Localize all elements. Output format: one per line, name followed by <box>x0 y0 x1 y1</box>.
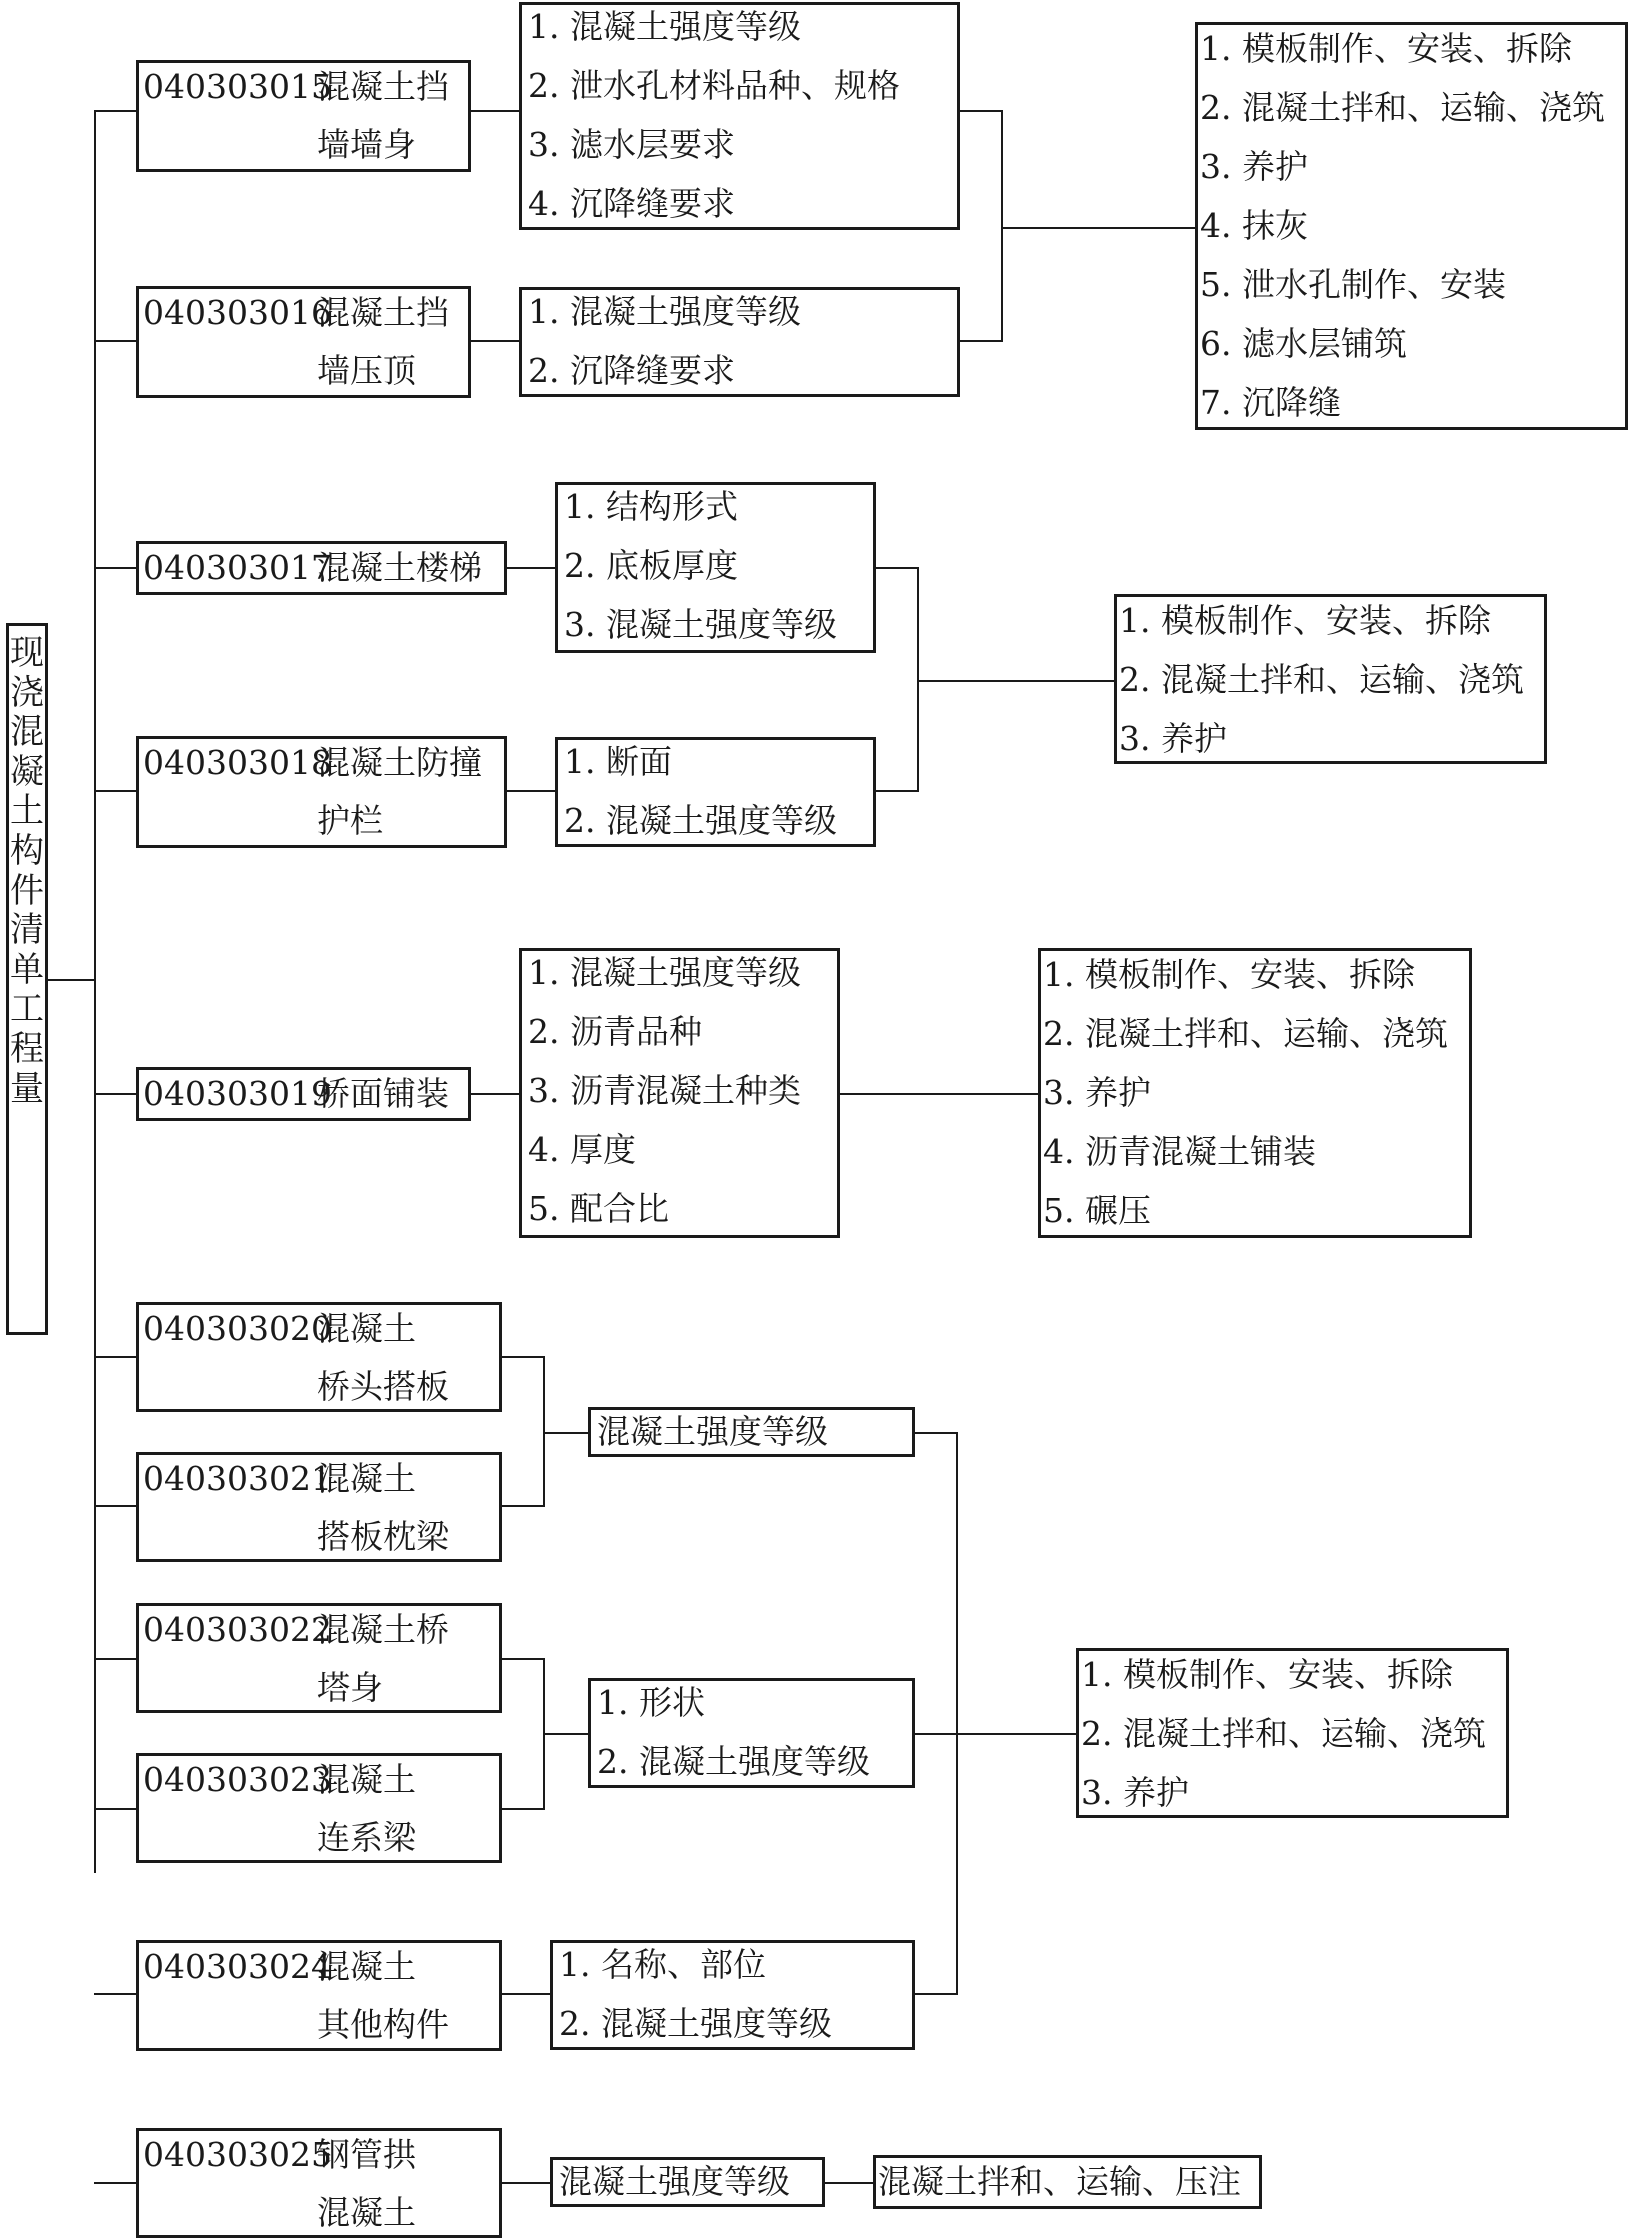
connector <box>507 567 555 569</box>
feature-item: 1. 混凝土强度等级 <box>528 953 801 992</box>
item-code: 040303020 <box>143 1309 332 1348</box>
connector <box>502 1658 544 1660</box>
item-name: 混凝土楼梯 <box>317 548 482 587</box>
feature-item: 1. 混凝土强度等级 <box>528 7 801 46</box>
item-name: 混凝土桥 <box>317 1610 449 1649</box>
item-name: 连系梁 <box>317 1818 416 1857</box>
item-name: 墙压顶 <box>317 351 416 390</box>
work-item: 5. 碾压 <box>1043 1191 1151 1230</box>
connector <box>507 790 555 792</box>
connector <box>471 340 519 342</box>
connector <box>94 1505 136 1507</box>
item-name: 混凝土 <box>317 2193 416 2232</box>
work-item: 2. 混凝土拌和、运输、浇筑 <box>1119 660 1524 699</box>
item-name: 混凝土 <box>317 1459 416 1498</box>
connector <box>543 1432 588 1434</box>
connector <box>915 1432 957 1434</box>
feature-item: 4. 厚度 <box>528 1130 636 1169</box>
feature-item: 2. 底板厚度 <box>564 546 738 585</box>
item-name: 塔身 <box>317 1668 383 1707</box>
connector <box>876 790 918 792</box>
root-title-char: 清 <box>10 910 44 951</box>
connector <box>960 110 1002 112</box>
feature-item: 3. 混凝土强度等级 <box>564 605 837 644</box>
connector <box>840 1093 1038 1095</box>
feature-item: 4. 沉降缝要求 <box>528 184 735 223</box>
feature-item: 2. 混凝土强度等级 <box>559 2004 832 2043</box>
item-box-040303025 <box>136 2128 502 2238</box>
item-name: 钢管拱 <box>317 2135 416 2174</box>
connector <box>956 1733 1076 1735</box>
item-code: 040303016 <box>143 293 332 332</box>
connector <box>94 1356 136 1358</box>
item-name: 搭板枕梁 <box>317 1517 449 1556</box>
feature-item: 3. 沥青混凝土种类 <box>528 1071 801 1110</box>
item-name: 桥头搭板 <box>317 1367 449 1406</box>
work-item: 3. 养护 <box>1043 1073 1151 1112</box>
feature-item: 2. 混凝土强度等级 <box>564 801 837 840</box>
item-name: 墙墙身 <box>317 125 416 164</box>
feature-box-9 <box>550 2157 825 2207</box>
item-name: 其他构件 <box>317 2005 449 2044</box>
connector <box>1001 227 1195 229</box>
connector <box>915 1733 957 1735</box>
item-box-040303016 <box>136 286 471 398</box>
feature-box-5 <box>519 948 840 1238</box>
item-box-040303015 <box>136 60 471 172</box>
root-title-char: 工 <box>10 989 44 1030</box>
feature-item: 1. 结构形式 <box>564 487 738 526</box>
connector <box>94 1808 136 1810</box>
item-name: 混凝土挡 <box>317 293 449 332</box>
work-item: 2. 混凝土拌和、运输、浇筑 <box>1200 88 1605 127</box>
feature-item: 2. 沥青品种 <box>528 1012 702 1051</box>
work-item: 3. 养护 <box>1200 147 1308 186</box>
work-item: 2. 混凝土拌和、运输、浇筑 <box>1043 1014 1448 1053</box>
connector <box>502 1993 550 1995</box>
connector <box>471 110 519 112</box>
item-code: 040303015 <box>143 67 332 106</box>
connector <box>94 110 96 1873</box>
connector <box>471 1093 519 1095</box>
item-code: 040303019 <box>143 1074 332 1113</box>
connector <box>960 340 1002 342</box>
item-name: 护栏 <box>317 801 383 840</box>
item-box-040303019 <box>136 1067 471 1121</box>
root-title-char: 构 <box>10 830 44 871</box>
feature-box-8 <box>550 1940 915 2050</box>
connector <box>94 1658 136 1660</box>
item-name: 混凝土 <box>317 1309 416 1348</box>
feature-item: 1. 混凝土强度等级 <box>528 292 801 331</box>
connector <box>502 2182 550 2184</box>
item-name: 混凝土挡 <box>317 67 449 106</box>
item-box-040303021 <box>136 1452 502 1562</box>
connector <box>502 1505 544 1507</box>
root-title <box>6 623 48 1335</box>
work-box-2 <box>1114 594 1547 764</box>
work-box-1 <box>1195 22 1628 430</box>
work-item: 3. 养护 <box>1119 719 1227 758</box>
item-code: 040303022 <box>143 1610 332 1649</box>
feature-item: 混凝土强度等级 <box>559 2162 790 2201</box>
feature-item: 混凝土强度等级 <box>597 1412 828 1451</box>
root-title-char: 程 <box>10 1028 44 1069</box>
connector <box>94 1093 136 1095</box>
root-title-char: 现 <box>10 633 44 673</box>
item-name: 混凝土防撞 <box>317 743 482 782</box>
feature-box-6 <box>588 1407 915 1457</box>
connector <box>94 2182 136 2184</box>
work-item: 7. 沉降缝 <box>1200 383 1341 422</box>
connector <box>917 680 1114 682</box>
work-item: 4. 抹灰 <box>1200 206 1308 245</box>
item-code: 040303021 <box>143 1459 332 1498</box>
work-item: 3. 养护 <box>1081 1773 1189 1812</box>
feature-box-3 <box>555 482 876 653</box>
work-item: 1. 模板制作、安装、拆除 <box>1043 955 1415 994</box>
work-box-3 <box>1038 948 1472 1238</box>
connector <box>502 1808 544 1810</box>
work-box-4 <box>1076 1648 1509 1818</box>
work-item: 4. 沥青混凝土铺装 <box>1043 1132 1316 1171</box>
work-item: 混凝土拌和、运输、压注 <box>878 2162 1241 2201</box>
feature-box-2 <box>519 287 960 397</box>
feature-item: 2. 泄水孔材料品种、规格 <box>528 66 900 105</box>
root-title-char: 件 <box>10 870 44 911</box>
root-title-char: 浇 <box>10 672 44 713</box>
item-box-040303020 <box>136 1302 502 1412</box>
connector <box>94 1993 136 1995</box>
feature-item: 1. 形状 <box>597 1683 705 1722</box>
root-title-char: 凝 <box>10 751 44 792</box>
work-item: 1. 模板制作、安装、拆除 <box>1119 601 1491 640</box>
work-item: 6. 滤水层铺筑 <box>1200 324 1407 363</box>
item-box-040303022 <box>136 1603 502 1713</box>
connector <box>94 110 136 112</box>
item-code: 040303017 <box>143 548 332 587</box>
root-title-char: 混 <box>10 712 44 753</box>
item-name: 混凝土 <box>317 1760 416 1799</box>
feature-item: 2. 混凝土强度等级 <box>597 1742 870 1781</box>
item-code: 040303023 <box>143 1760 332 1799</box>
work-item: 1. 模板制作、安装、拆除 <box>1200 29 1572 68</box>
item-code: 040303024 <box>143 1947 332 1986</box>
feature-item: 2. 沉降缝要求 <box>528 351 735 390</box>
item-box-040303023 <box>136 1753 502 1863</box>
connector <box>94 567 136 569</box>
connector <box>94 790 136 792</box>
item-box-040303017 <box>136 541 507 595</box>
feature-box-7 <box>588 1678 915 1788</box>
item-name: 混凝土 <box>317 1947 416 1986</box>
feature-item: 1. 断面 <box>564 742 672 781</box>
root-title-char: 单 <box>10 949 44 990</box>
connector <box>956 1432 958 1995</box>
item-code: 040303025 <box>143 2135 332 2174</box>
connector <box>502 1356 544 1358</box>
root-title-char: 量 <box>10 1068 44 1109</box>
work-item: 1. 模板制作、安装、拆除 <box>1081 1655 1453 1694</box>
item-box-040303018 <box>136 736 507 848</box>
connector <box>825 2182 873 2184</box>
work-item: 2. 混凝土拌和、运输、浇筑 <box>1081 1714 1486 1753</box>
work-item: 5. 泄水孔制作、安装 <box>1200 265 1506 304</box>
connector <box>48 979 95 981</box>
feature-item: 1. 名称、部位 <box>559 1945 766 1984</box>
feature-item: 5. 配合比 <box>528 1189 669 1228</box>
work-box-5 <box>873 2155 1262 2209</box>
connector <box>915 1993 957 1995</box>
feature-box-4 <box>555 737 876 847</box>
root-title-char: 土 <box>10 791 44 832</box>
item-name: 桥面铺装 <box>317 1074 449 1113</box>
connector <box>876 567 918 569</box>
feature-box-1 <box>519 2 960 230</box>
item-box-040303024 <box>136 1940 502 2051</box>
feature-item: 3. 滤水层要求 <box>528 125 735 164</box>
connector <box>1001 110 1003 342</box>
item-code: 040303018 <box>143 743 332 782</box>
connector <box>94 340 136 342</box>
connector <box>543 1733 588 1735</box>
